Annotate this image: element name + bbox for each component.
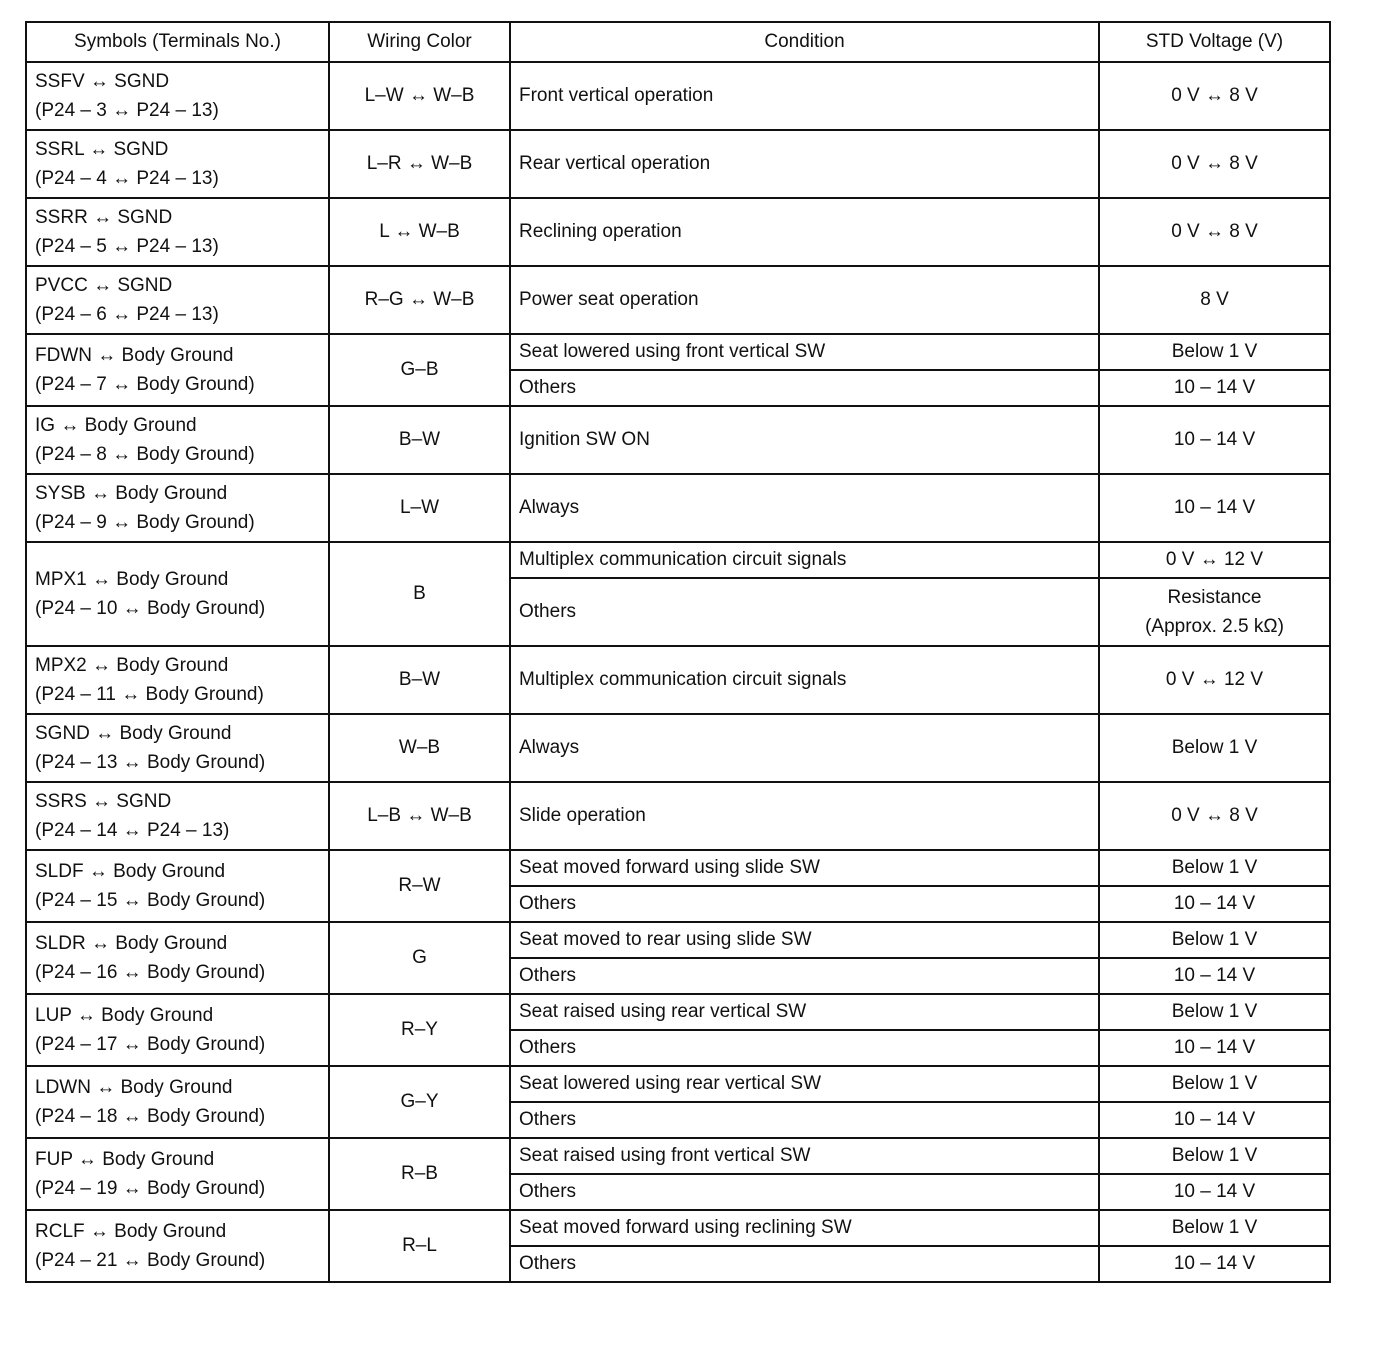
table-row (26, 1210, 1330, 1246)
symbol-label: LDWN ↔ Body Ground (35, 1076, 233, 1098)
wiring-color-cell: R–Y (329, 994, 510, 1066)
voltage-value: Below 1 V (1171, 857, 1258, 879)
std-voltage-cell (1099, 406, 1330, 474)
condition-cell: Others (510, 578, 1099, 646)
symbol-label: MPX1 ↔ Body Ground (35, 568, 229, 590)
table-row (26, 198, 1330, 266)
voltage-value: 0 V ↔ 12 V (1165, 669, 1264, 691)
symbol-cell (26, 334, 329, 406)
wiring-color-cell: W–B (329, 714, 510, 782)
condition-cell: Front vertical operation (510, 62, 1099, 130)
std-voltage-cell (1099, 578, 1330, 646)
symbol-label: IG ↔ Body Ground (35, 414, 197, 436)
symbol-label: SSRR ↔ SGND (35, 206, 173, 228)
symbol-cell (26, 922, 329, 994)
table-row (26, 266, 1330, 334)
voltage-value: 10 – 14 V (1173, 1181, 1256, 1203)
terminal-label: (P24 – 7 ↔ Body Ground) (35, 374, 255, 395)
table-row (26, 782, 1330, 850)
header-std-voltage: STD Voltage (V) (1099, 22, 1330, 62)
terminal-label: (P24 – 17 ↔ Body Ground) (35, 1034, 266, 1055)
voltage-value: 10 – 14 V (1173, 1253, 1256, 1275)
symbol-label: FUP ↔ Body Ground (35, 1148, 215, 1170)
std-voltage-cell (1099, 370, 1330, 406)
condition-cell: Others (510, 1030, 1099, 1066)
terminal-voltage-table (25, 21, 1331, 1283)
symbol-cell (26, 130, 329, 198)
condition-cell: Seat moved to rear using slide SW (510, 922, 1099, 958)
header-condition: Condition (510, 22, 1099, 62)
voltage-value: Below 1 V (1171, 1217, 1258, 1239)
voltage-value: 10 – 14 V (1173, 965, 1256, 987)
terminal-label: (P24 – 13 ↔ Body Ground) (35, 752, 266, 773)
voltage-value: 10 – 14 V (1173, 1037, 1256, 1059)
std-voltage-cell (1099, 266, 1330, 334)
terminal-label: (P24 – 3 ↔ P24 – 13) (35, 100, 219, 121)
voltage-value: Resistance (1167, 586, 1262, 608)
table-row (26, 1138, 1330, 1174)
std-voltage-cell (1099, 850, 1330, 886)
voltage-note: (Approx. 2.5 kΩ) (1145, 616, 1284, 637)
terminal-label: (P24 – 11 ↔ Body Ground) (35, 684, 264, 705)
table-row (26, 334, 1330, 370)
condition-cell: Seat moved forward using reclining SW (510, 1210, 1099, 1246)
symbol-label: SLDF ↔ Body Ground (35, 860, 226, 882)
header-symbols: Symbols (Terminals No.) (26, 22, 329, 62)
terminal-label: (P24 – 18 ↔ Body Ground) (35, 1106, 266, 1127)
symbol-cell (26, 850, 329, 922)
table-body (26, 62, 1330, 1282)
terminal-label: (P24 – 9 ↔ Body Ground) (35, 512, 255, 533)
table-row (26, 646, 1330, 714)
voltage-value: Below 1 V (1171, 341, 1258, 363)
voltage-value: 8 V (1200, 289, 1229, 311)
condition-cell: Reclining operation (510, 198, 1099, 266)
symbol-cell (26, 782, 329, 850)
symbol-label: RCLF ↔ Body Ground (35, 1220, 227, 1242)
voltage-value: Below 1 V (1171, 737, 1258, 759)
condition-cell: Seat lowered using front vertical SW (510, 334, 1099, 370)
symbol-cell (26, 62, 329, 130)
wiring-color-cell: R–G ↔ W–B (329, 266, 510, 334)
table-header-row (26, 22, 1330, 62)
condition-cell: Others (510, 1102, 1099, 1138)
terminal-label: (P24 – 5 ↔ P24 – 13) (35, 236, 219, 257)
condition-cell: Others (510, 958, 1099, 994)
symbol-cell (26, 198, 329, 266)
condition-cell: Others (510, 370, 1099, 406)
terminal-label: (P24 – 19 ↔ Body Ground) (35, 1178, 266, 1199)
terminal-label: (P24 – 15 ↔ Body Ground) (35, 890, 266, 911)
std-voltage-cell (1099, 994, 1330, 1030)
wiring-color-cell: L ↔ W–B (329, 198, 510, 266)
terminal-label: (P24 – 4 ↔ P24 – 13) (35, 168, 219, 189)
symbol-label: SSFV ↔ SGND (35, 70, 170, 92)
table-row (26, 922, 1330, 958)
wiring-color-cell: R–L (329, 1210, 510, 1282)
symbol-label: LUP ↔ Body Ground (35, 1004, 214, 1026)
symbol-label: SSRS ↔ SGND (35, 790, 172, 812)
symbol-label: SSRL ↔ SGND (35, 138, 169, 160)
voltage-value: Below 1 V (1171, 929, 1258, 951)
std-voltage-cell (1099, 922, 1330, 958)
std-voltage-cell (1099, 782, 1330, 850)
std-voltage-cell (1099, 1210, 1330, 1246)
voltage-value: 10 – 14 V (1173, 893, 1256, 915)
wiring-color-cell: B–W (329, 646, 510, 714)
symbol-cell (26, 542, 329, 646)
header-wiring-color: Wiring Color (329, 22, 510, 62)
symbol-cell (26, 1210, 329, 1282)
table-row (26, 994, 1330, 1030)
symbol-label: FDWN ↔ Body Ground (35, 344, 234, 366)
symbol-cell (26, 646, 329, 714)
terminal-label: (P24 – 16 ↔ Body Ground) (35, 962, 266, 983)
table-row (26, 62, 1330, 130)
condition-cell: Rear vertical operation (510, 130, 1099, 198)
std-voltage-cell (1099, 958, 1330, 994)
condition-cell: Seat raised using front vertical SW (510, 1138, 1099, 1174)
std-voltage-cell (1099, 130, 1330, 198)
wiring-color-cell: B–W (329, 406, 510, 474)
table-row (26, 1066, 1330, 1102)
wiring-color-cell: G (329, 922, 510, 994)
terminal-label: (P24 – 14 ↔ P24 – 13) (35, 820, 230, 841)
symbol-label: PVCC ↔ SGND (35, 274, 173, 296)
condition-cell: Others (510, 886, 1099, 922)
wiring-color-cell: L–B ↔ W–B (329, 782, 510, 850)
std-voltage-cell (1099, 886, 1330, 922)
voltage-value: 0 V ↔ 8 V (1171, 221, 1258, 243)
condition-cell: Slide operation (510, 782, 1099, 850)
std-voltage-cell (1099, 1246, 1330, 1282)
std-voltage-cell (1099, 542, 1330, 578)
voltage-value: 10 – 14 V (1173, 497, 1256, 519)
symbol-cell (26, 714, 329, 782)
table-row (26, 130, 1330, 198)
std-voltage-cell (1099, 1030, 1330, 1066)
condition-cell: Seat moved forward using slide SW (510, 850, 1099, 886)
wiring-color-cell: B (329, 542, 510, 646)
voltage-value: 10 – 14 V (1173, 1109, 1256, 1131)
table-row (26, 542, 1330, 578)
std-voltage-cell (1099, 1066, 1330, 1102)
condition-cell: Ignition SW ON (510, 406, 1099, 474)
condition-cell: Others (510, 1246, 1099, 1282)
symbol-cell (26, 474, 329, 542)
terminal-label: (P24 – 8 ↔ Body Ground) (35, 444, 255, 465)
table-row (26, 714, 1330, 782)
terminal-label: (P24 – 21 ↔ Body Ground) (35, 1250, 266, 1271)
symbol-label: SGND ↔ Body Ground (35, 722, 232, 744)
wiring-color-cell: G–Y (329, 1066, 510, 1138)
condition-cell: Seat raised using rear vertical SW (510, 994, 1099, 1030)
symbol-cell (26, 406, 329, 474)
condition-cell: Seat lowered using rear vertical SW (510, 1066, 1099, 1102)
std-voltage-cell (1099, 198, 1330, 266)
wiring-color-cell: L–R ↔ W–B (329, 130, 510, 198)
condition-cell: Always (510, 474, 1099, 542)
voltage-value: 10 – 14 V (1173, 377, 1256, 399)
wiring-color-cell: L–W ↔ W–B (329, 62, 510, 130)
wiring-color-cell: L–W (329, 474, 510, 542)
table-row (26, 850, 1330, 886)
table-row (26, 406, 1330, 474)
condition-cell: Multiplex communication circuit signals (510, 542, 1099, 578)
std-voltage-cell (1099, 1102, 1330, 1138)
condition-cell: Others (510, 1174, 1099, 1210)
std-voltage-cell (1099, 1138, 1330, 1174)
std-voltage-cell (1099, 646, 1330, 714)
voltage-value: Below 1 V (1171, 1145, 1258, 1167)
std-voltage-cell (1099, 334, 1330, 370)
voltage-value: 0 V ↔ 12 V (1165, 549, 1264, 571)
symbol-cell (26, 266, 329, 334)
std-voltage-cell (1099, 474, 1330, 542)
terminal-label: (P24 – 6 ↔ P24 – 13) (35, 304, 219, 325)
std-voltage-cell (1099, 714, 1330, 782)
symbol-cell (26, 1066, 329, 1138)
symbol-label: SLDR ↔ Body Ground (35, 932, 228, 954)
wiring-color-cell: G–B (329, 334, 510, 406)
std-voltage-cell (1099, 1174, 1330, 1210)
voltage-value: 0 V ↔ 8 V (1171, 153, 1258, 175)
std-voltage-cell (1099, 62, 1330, 130)
condition-cell: Power seat operation (510, 266, 1099, 334)
voltage-value: Below 1 V (1171, 1001, 1258, 1023)
symbol-label: MPX2 ↔ Body Ground (35, 654, 229, 676)
wiring-color-cell: R–B (329, 1138, 510, 1210)
table-row (26, 474, 1330, 542)
voltage-value: 10 – 14 V (1173, 429, 1256, 451)
symbol-cell (26, 994, 329, 1066)
symbol-label: SYSB ↔ Body Ground (35, 482, 228, 504)
condition-cell: Multiplex communication circuit signals (510, 646, 1099, 714)
terminal-label: (P24 – 10 ↔ Body Ground) (35, 598, 266, 619)
voltage-value: 0 V ↔ 8 V (1171, 85, 1258, 107)
condition-cell: Always (510, 714, 1099, 782)
voltage-value: Below 1 V (1171, 1073, 1258, 1095)
voltage-value: 0 V ↔ 8 V (1171, 805, 1258, 827)
symbol-cell (26, 1138, 329, 1210)
wiring-color-cell: R–W (329, 850, 510, 922)
